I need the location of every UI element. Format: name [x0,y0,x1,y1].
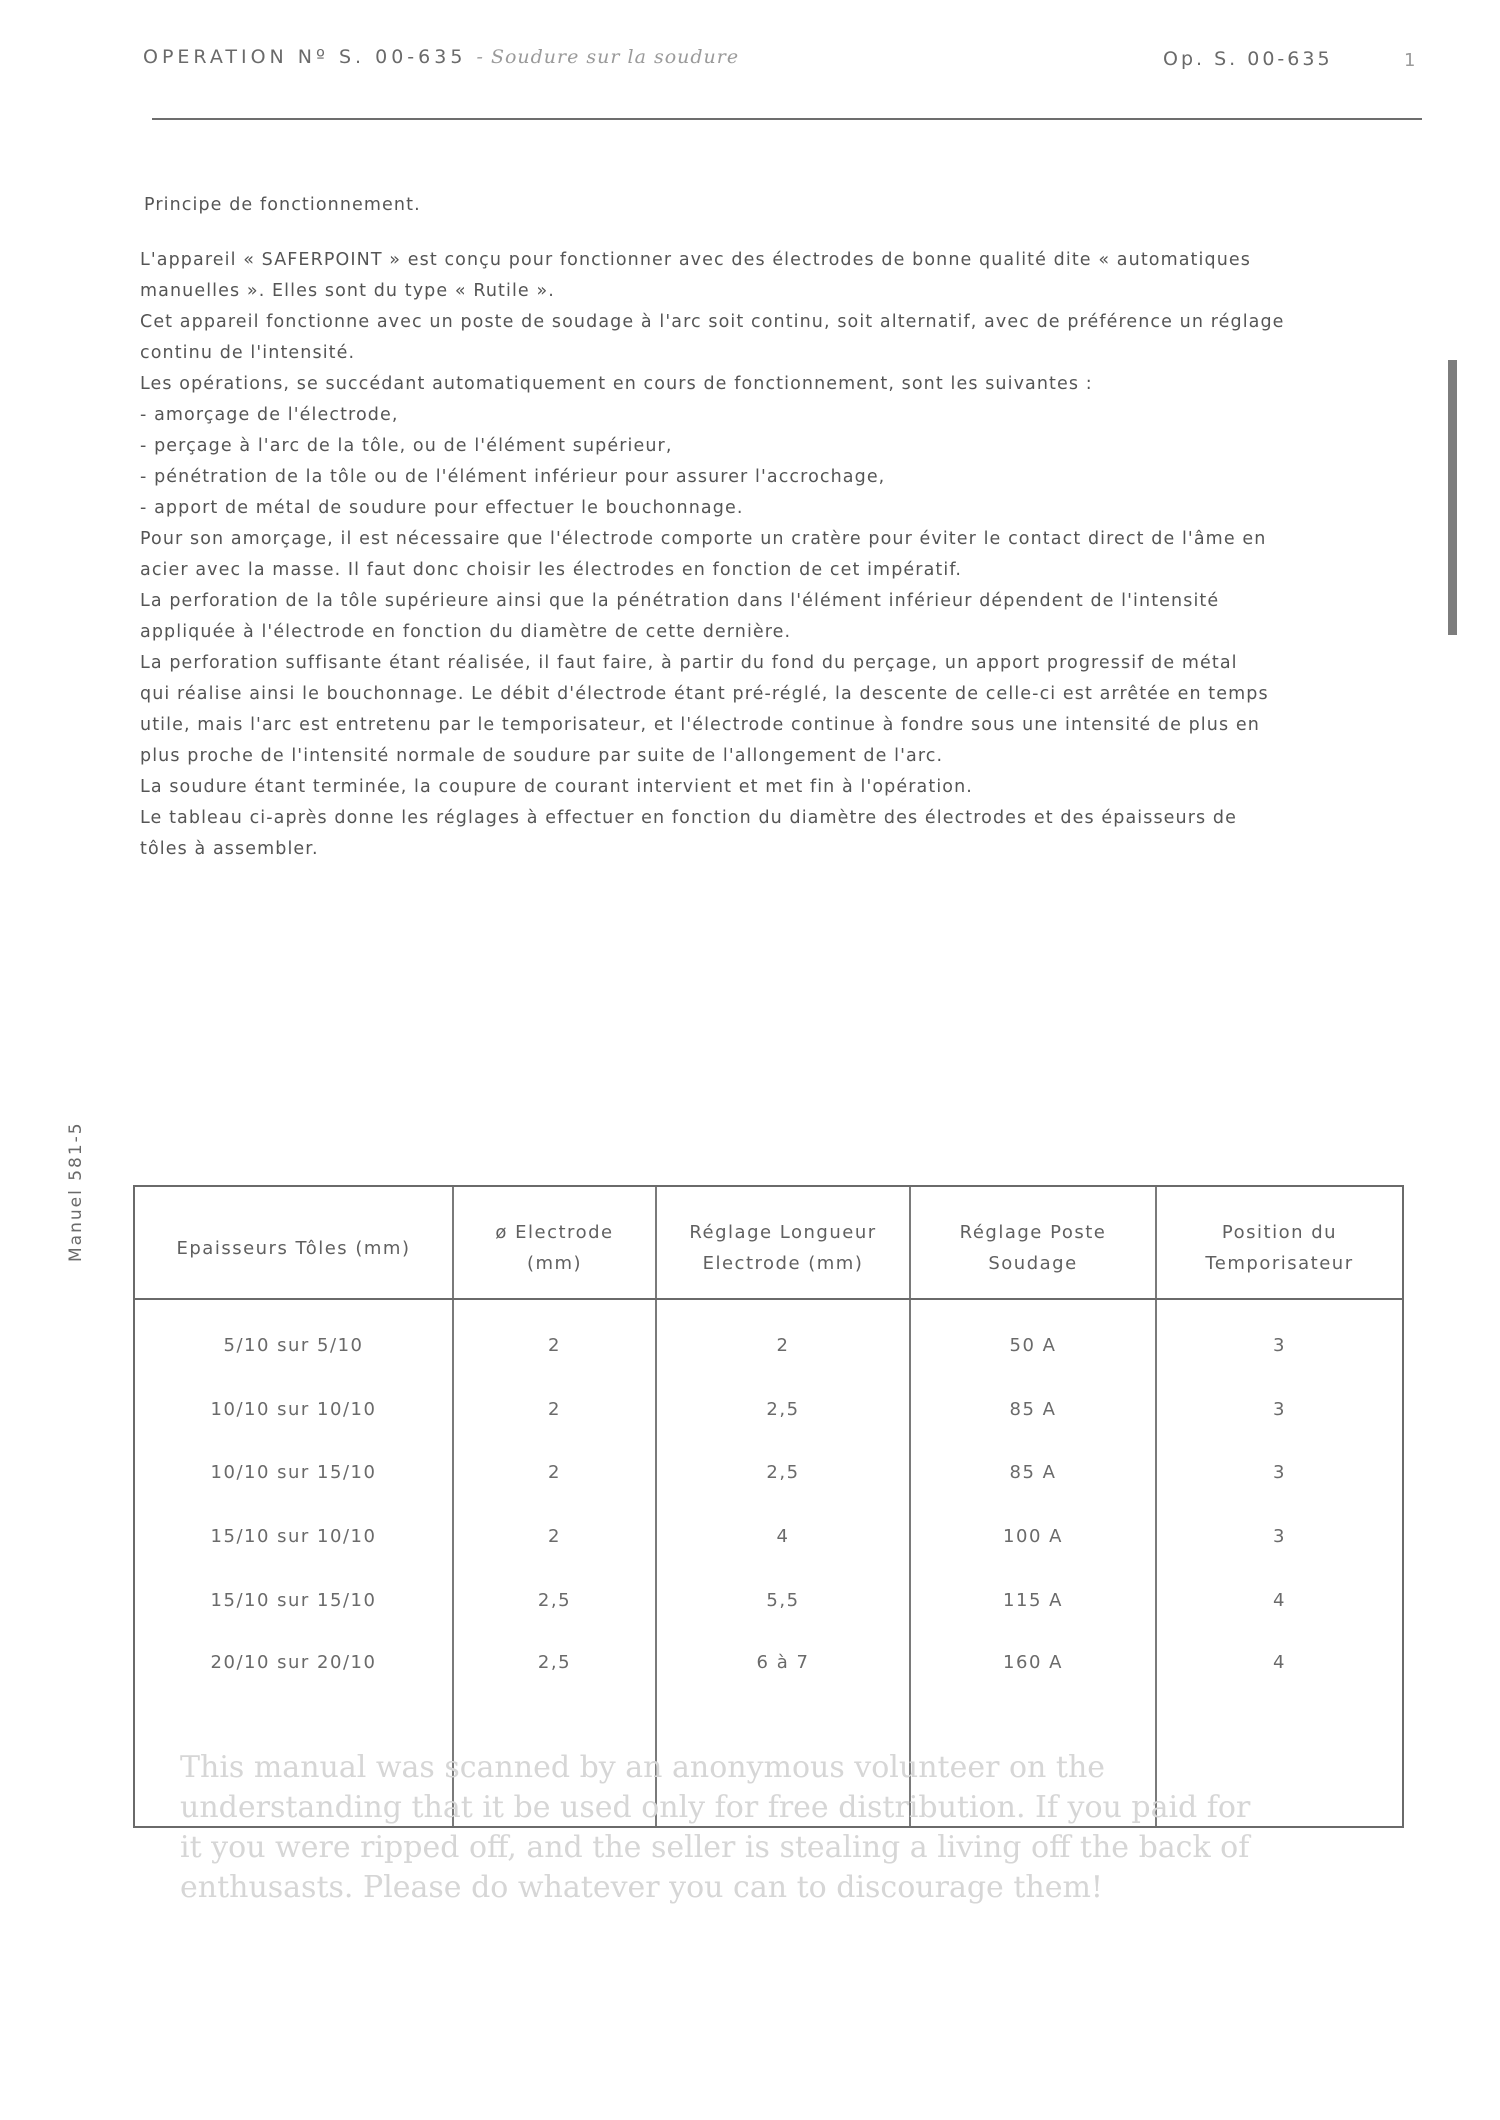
text-line: - amorçage de l'électrode, [140,405,399,425]
cell-welding-setting: 85 A [1009,1399,1057,1420]
text-line: La perforation de la tôle supérieure ainsi que la pénétration dans l'élément inférieur dépendent de l'intensité [140,591,1220,611]
cell-electrode-diameter: 2 [548,1335,561,1356]
cell-timer-position: 3 [1273,1526,1286,1547]
text-line: appliquée à l'électrode en fonction du diamètre de cette dernière. [140,622,792,642]
cell-timer-position: 4 [1273,1590,1286,1611]
cell-welding-setting: 160 A [1003,1652,1063,1673]
page-number: 1 [1404,50,1416,71]
watermark-line: understanding that it be used only for free distribution. If you paid for [180,1790,1251,1825]
cell-electrode-diameter: 2 [548,1462,561,1483]
cell-welding-setting: 100 A [1003,1526,1063,1547]
table-row [135,1399,1402,1439]
watermark-line: This manual was scanned by an anonymous volunteer on the [180,1750,1106,1785]
text-line: La soudure étant terminée, la coupure de courant intervient et met fin à l'opération. [140,777,973,797]
cell-timer-position: 3 [1273,1399,1286,1420]
cell-electrode-length: 2 [776,1335,790,1356]
cell-timer-position: 4 [1273,1652,1286,1673]
table-column-divider [909,1187,911,1826]
watermark-line: it you were ripped off, and the seller is stealing a living off the back of [180,1830,1250,1865]
cell-electrode-length: 4 [776,1526,790,1547]
cell-welding-setting: 85 A [1009,1462,1057,1483]
column-header-thickness: Epaisseurs Tôles (mm) [176,1238,411,1259]
text-line: Les opérations, se succédant automatiquement en cours de fonctionnement, sont les suivantes : [140,374,1093,394]
table-row [135,1462,1402,1502]
cell-electrode-diameter: 2 [548,1526,561,1547]
body-text [140,190,1420,865]
table-row [135,1335,1402,1375]
text-line: Pour son amorçage, il est nécessaire que l'électrode comporte un cratère pour éviter le contact direct de l'âme en [140,529,1267,549]
cell-welding-setting: 115 A [1003,1590,1063,1611]
cell-electrode-length: 5,5 [766,1590,800,1611]
operation-number: OPERATION Nº S. 00-635 [143,46,467,68]
cell-thickness: 10/10 sur 15/10 [210,1462,377,1483]
table-header-divider [135,1298,1402,1300]
watermark-line: enthusasts. Please do whatever you can to discourage them! [180,1870,1103,1905]
text-line: - apport de métal de soudure pour effectuer le bouchonnage. [140,498,744,518]
margin-bar [1448,360,1457,635]
text-line: plus proche de l'intensité normale de soudure par suite de l'allongement de l'arc. [140,746,944,766]
page-header [0,0,1500,130]
cell-thickness: 15/10 sur 10/10 [210,1526,377,1547]
text-line: tôles à assembler. [140,839,319,859]
operation-title [143,46,739,68]
text-line: Cet appareil fonctionne avec un poste de soudage à l'arc soit continu, soit alternatif, avec de préférence un réglage [140,312,1285,332]
text-line: qui réalise ainsi le bouchonnage. Le débit d'électrode étant pré-réglé, la descente de celle-ci est arrêtée en temps [140,684,1269,704]
table-row [135,1526,1402,1566]
text-line: - perçage à l'arc de la tôle, ou de l'élément supérieur, [140,436,673,456]
cell-electrode-diameter: 2,5 [537,1652,572,1673]
cell-thickness: 10/10 sur 10/10 [210,1399,377,1420]
text-line: manuelles ». Elles sont du type « Rutile ». [140,281,555,301]
header-rule [152,118,1422,120]
cell-timer-position: 3 [1273,1462,1286,1483]
table-row [135,1590,1402,1630]
manual-side-label: Manuel 581-5 [66,1121,86,1262]
cell-welding-setting: 50 A [1009,1335,1057,1356]
table-row [135,1652,1402,1692]
text-line: Le tableau ci-après donne les réglages à effectuer en fonction du diamètre des électrodes et des épaisseurs de [140,808,1237,828]
text-line: La perforation suffisante étant réalisée, il faut faire, à partir du fond du perçage, un apport progressif de métal [140,653,1238,673]
operation-subtitle: - Soudure sur la soudure [476,46,740,68]
cell-electrode-diameter: 2,5 [537,1590,572,1611]
column-header-electrode-diameter: ø Electrode (mm) [495,1222,614,1274]
cell-electrode-length: 6 à 7 [756,1652,810,1673]
section-title: Principe de fonctionnement. [144,195,421,215]
cell-thickness: 15/10 sur 15/10 [210,1590,377,1611]
scan-watermark [180,1748,1380,1908]
text-line: acier avec la masse. Il faut donc choisir les électrodes en fonction de cet impératif. [140,560,962,580]
table-column-divider [1155,1187,1157,1826]
cell-timer-position: 3 [1273,1335,1286,1356]
table-column-divider [452,1187,454,1826]
cell-electrode-length: 2,5 [766,1462,800,1483]
text-line: - pénétration de la tôle ou de l'élément inférieur pour assurer l'accrochage, [140,467,886,487]
text-line: utile, mais l'arc est entretenu par le temporisateur, et l'électrode continue à fondre sous une intensité de plus en [140,715,1260,735]
settings-table [133,1185,1404,1828]
cell-electrode-diameter: 2 [548,1399,561,1420]
cell-electrode-length: 2,5 [766,1399,800,1420]
text-line: L'appareil « SAFERPOINT » est conçu pour fonctionner avec des électrodes de bonne qualité dite « automatiques [140,250,1251,270]
column-header-timer-position: Position du Temporisateur [1205,1222,1354,1274]
cell-thickness: 5/10 sur 5/10 [223,1335,364,1356]
text-line: continu de l'intensité. [140,343,356,363]
operation-reference: Op. S. 00-635 [1163,48,1333,70]
body-paragraphs [140,245,1420,865]
column-header-electrode-length: Réglage Longueur Electrode (mm) [689,1222,877,1274]
cell-thickness: 20/10 sur 20/10 [210,1652,377,1673]
table-column-divider [655,1187,657,1826]
column-header-welding-setting: Réglage Poste Soudage [959,1222,1107,1274]
